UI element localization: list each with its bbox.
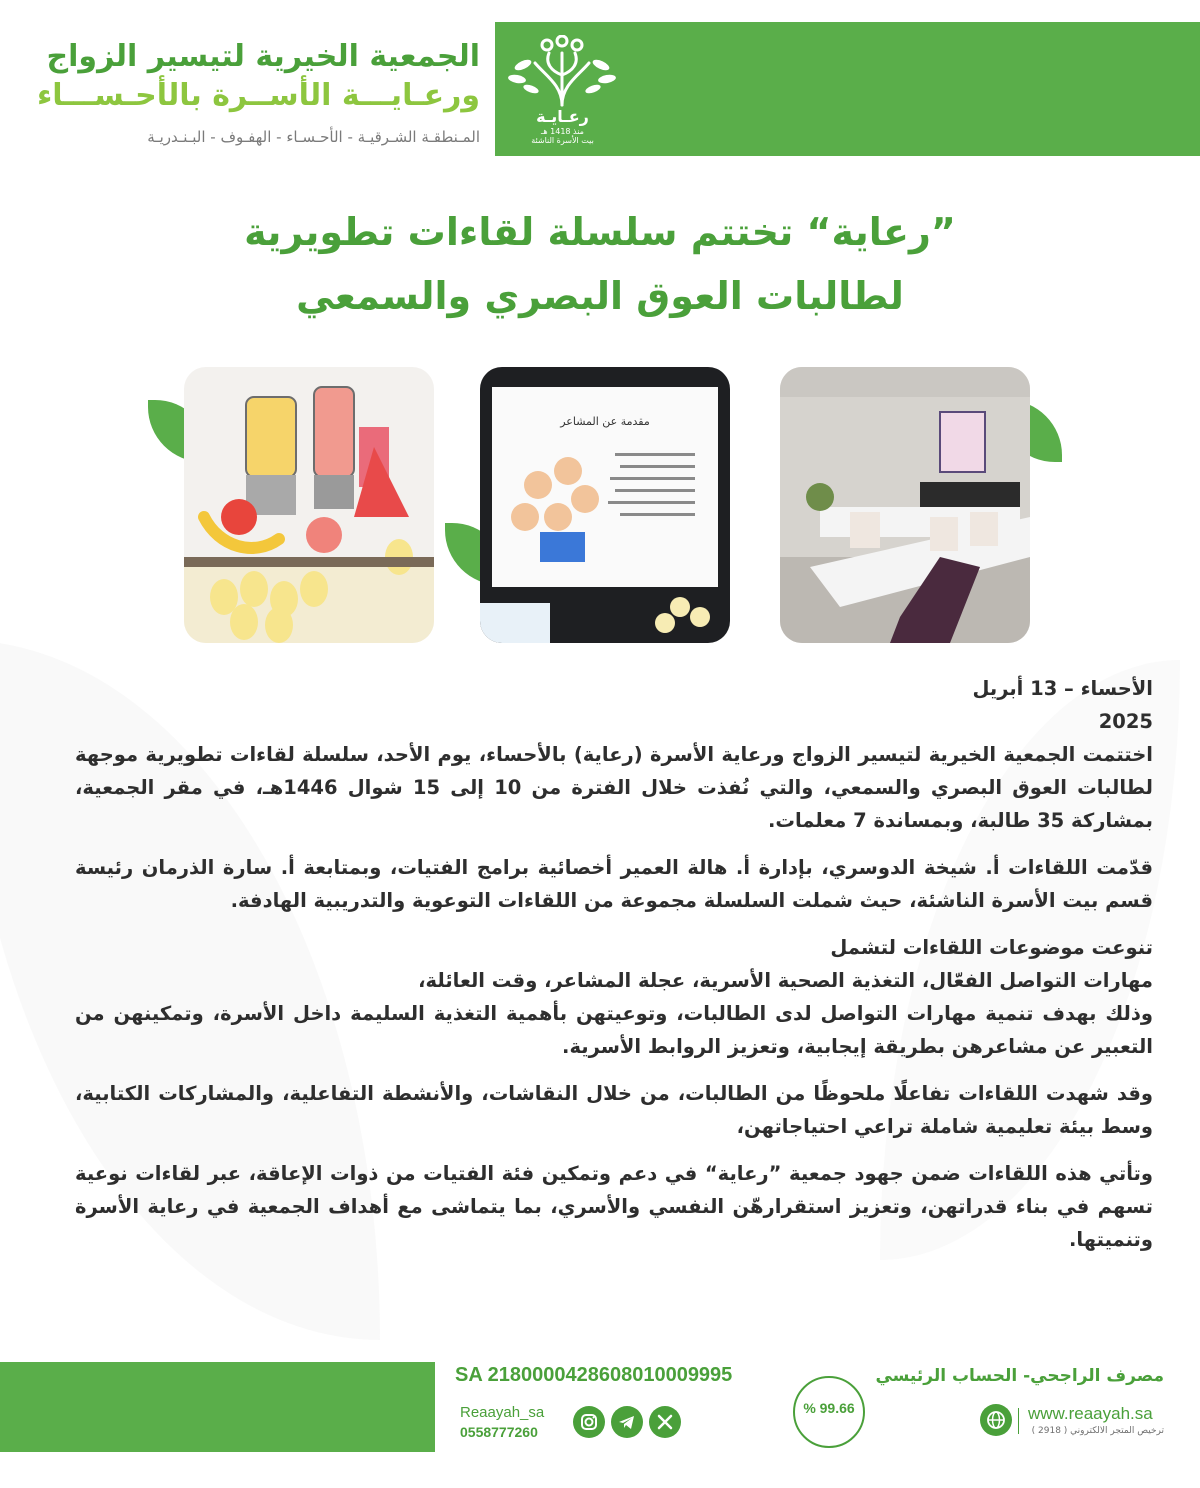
ecommerce-license: ترخيص المتجر الالكتروني ( 2918 ) [1031, 1426, 1164, 1436]
article-paragraph-4: وقد شهدت اللقاءات تفاعلًا ملحوظًا من الطالبات، من خلال النقاشات، والأنشطة التفاعلية، والمشاركات الكتابية، وسط بيئة تعليمية شاملة تراعي احتياجاتهن، [75, 1082, 1153, 1138]
article-dateline [75, 672, 1153, 738]
article-paragraph-2: قدّمت اللقاءات أ. شيخة الدوسري، بإدارة أ. هالة العمير أخصائية برامج الفتيات، وبمتابعة أ. سارة الذرمان رئيسة قسم بيت الأسرة الناشئة، حيث شملت السلسلة مجموعة من اللقاءات التوعوية والتدريبية الهادفة. [75, 856, 1153, 912]
transparency-seal [793, 1376, 865, 1448]
bank-account-label: مصرف الراجحي- الحساب الرئيسي [875, 1366, 1164, 1386]
seal-value: % 99.66 [803, 1400, 855, 1416]
globe-icon[interactable] [980, 1404, 1012, 1436]
x-icon[interactable] [649, 1406, 681, 1438]
article-paragraph-5: وتأتي هذه اللقاءات ضمن جهود جمعية ”رعاية“ في دعم وتمكين فئة الفتيات من ذوات الإعاقة، عبر لقاءات نوعية تسهم في بناء قدراتهن، وتعزيز استقرارهّن النفسي والأسري، بما يتماشى مع أهداف الجمعية في رعاية الأسرة وتنميتها. [75, 1162, 1153, 1251]
topics-list: مهارات التواصل الفعّال، التغذية الصحية الأسرية، عجلة المشاعر، وقت العائلة، [418, 969, 1153, 992]
org-region: المـنطقـة الشـرقيـة - الأحـسـاء - الهفـوف - البـنـدريـة [147, 128, 480, 146]
website-link[interactable]: www.reaayah.sa [1028, 1404, 1153, 1423]
social-handle[interactable]: Reaayah_sa [460, 1404, 545, 1421]
divider [1018, 1408, 1019, 1434]
dateline-year: 2025 [1098, 710, 1153, 733]
photo-fruit-mural [184, 367, 434, 643]
logo-tree-icon [505, 35, 620, 110]
iban-number: SA 2180000428608010009995 [455, 1364, 733, 1386]
article-paragraph-3 [75, 931, 1153, 1063]
topics-lead: تنوعت موضوعات اللقاءات لتشمل [830, 936, 1153, 959]
headline-line2: لطالبات العوق البصري والسمعي [296, 274, 904, 318]
photo-meeting-room [780, 367, 1030, 643]
org-title-block [36, 38, 480, 146]
logo-caption [505, 127, 620, 145]
telegram-icon[interactable] [611, 1406, 643, 1438]
article-body [75, 672, 1153, 1270]
logo-name: رعـايـة [536, 107, 589, 126]
logo-caption-1: منذ 1418 هـ [541, 127, 584, 136]
dateline-place-date: الأحساء – 13 أبريل [972, 677, 1153, 700]
photo-presentation-screen [480, 367, 730, 643]
contact-phone[interactable]: 0558777260 [460, 1424, 538, 1440]
org-logo [505, 35, 620, 145]
footer-band [0, 1362, 435, 1452]
org-name-line2: ورعـايـــة الأســرة بالأحـســـاء [36, 78, 480, 113]
slide-title: مقدمة عن المشاعر [560, 415, 650, 428]
headline-line1: ”رعاية“ تختتم سلسلة لقاءات تطويرية [244, 210, 956, 254]
logo-caption-2: بيت الأسرة الناشئة [531, 136, 594, 145]
instagram-icon[interactable] [573, 1406, 605, 1438]
topics-body: وذلك بهدف تنمية مهارات التواصل لدى الطالبات، وتوعيتهن بأهمية التغذية السليمة داخل الأسرة، وتمكينهن من التعبير عن مشاعرهن بطريقة إيجابية، وتعزيز الروابط الأسرية. [75, 1002, 1153, 1058]
article-paragraph-1: اختتمت الجمعية الخيرية لتيسير الزواج ورعاية الأسرة (رعاية) بالأحساء، يوم الأحد، سلسلة لقاءات تطويرية موجهة لطالبات العوق البصري والسمعي، والتي نُفذت خلال الفترة من 10 إلى 15 شوال 1446هـ، في مقر الجمعية، بمشاركة 35 طالبة، وبمساندة 7 معلمات. [75, 743, 1154, 832]
org-name-line1: الجمعية الخيرية لتيسير الزواج [46, 39, 480, 74]
